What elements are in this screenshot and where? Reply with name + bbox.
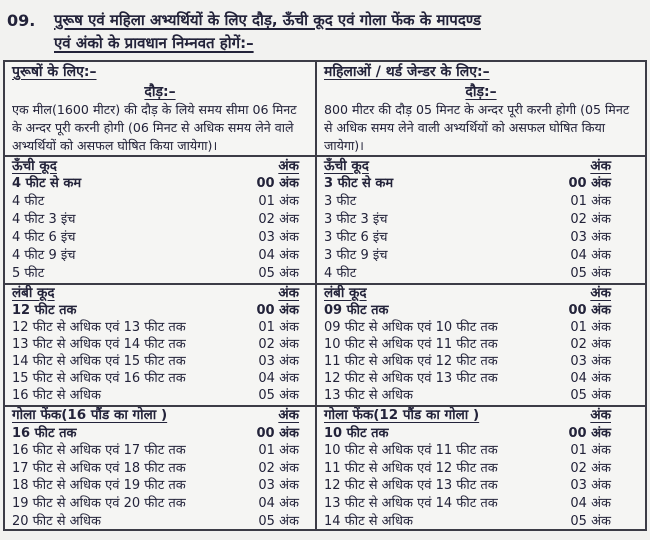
- row-label: 16 फीट तक: [12, 425, 77, 441]
- row-label: 4 फीट 9 इंच: [12, 248, 76, 263]
- table-row: [12, 175, 308, 193]
- row-points: 05 अंक: [258, 388, 299, 403]
- female-high-jump-title: ऊँची कूद: [324, 158, 369, 174]
- female-shot-put-points-header: अंक: [590, 407, 611, 423]
- row-label: 4 फीट 6 इंच: [12, 230, 76, 245]
- row-points: 00 अंक: [568, 176, 611, 191]
- row-points: 04 अंक: [258, 495, 299, 511]
- row-points: 01 अंक: [570, 443, 611, 459]
- row-label: 13 फीट से अधिक: [324, 388, 413, 403]
- table-row: [12, 353, 308, 370]
- female-long-jump-title: लंबी कूद: [324, 285, 367, 301]
- female-shot-put-header-row: [324, 407, 638, 425]
- page-title-line-2: एवं अंको के प्रावधान निम्नवत होगें:–: [54, 34, 254, 52]
- row-points: 02 अंक: [258, 212, 299, 227]
- table-row: [324, 211, 638, 229]
- row-label: 19 फीट से अधिक एवं 20 फीट तक: [12, 495, 186, 511]
- row-label: 09 फीट तक: [324, 303, 389, 318]
- table-row: [12, 247, 308, 265]
- row-points: 05 अंक: [570, 513, 611, 529]
- table-row: [324, 495, 638, 513]
- table-row: [324, 442, 638, 460]
- male-long-jump-section: [5, 285, 315, 407]
- row-label: 14 फीट से अधिक: [324, 513, 413, 529]
- female-race-section: [317, 62, 645, 157]
- table-row: [324, 229, 638, 247]
- male-column: [5, 62, 317, 529]
- table-row: [12, 370, 308, 387]
- female-race-text: 800 मीटर की दौड़ 05 मिनट के अन्दर पूरी करनी होगी (05 मिनट से अधिक समय लेने वाली अभ्यर्थियों को असफल घोषित किया जायेगा)।: [324, 102, 630, 153]
- table-row: [324, 336, 638, 353]
- row-label: 16 फीट से अधिक एवं 17 फीट तक: [12, 443, 186, 459]
- row-label: 11 फीट से अधिक एवं 12 फीट तक: [324, 354, 498, 369]
- table-row: [324, 460, 638, 478]
- row-points: 02 अंक: [258, 337, 299, 352]
- female-long-jump-header-row: [324, 285, 638, 302]
- table-row: [12, 387, 308, 404]
- male-long-jump-points-header: अंक: [278, 285, 299, 301]
- table-row: [12, 302, 308, 319]
- row-label: 4 फीट से कम: [12, 176, 82, 191]
- table-row: [12, 336, 308, 353]
- row-points: 05 अंक: [258, 513, 299, 529]
- row-points: 03 अंक: [570, 478, 611, 494]
- table-row: [324, 319, 638, 336]
- row-points: 05 अंक: [258, 266, 299, 281]
- row-label: 12 फीट तक: [12, 303, 77, 318]
- male-high-jump-points-header: अंक: [278, 158, 299, 174]
- table-row: [324, 302, 638, 319]
- male-shot-put-points-header: अंक: [278, 407, 299, 423]
- row-label: 11 फीट से अधिक एवं 12 फीट तक: [324, 460, 498, 476]
- row-points: 02 अंक: [570, 337, 611, 352]
- row-label: 17 फीट से अधिक एवं 18 फीट तक: [12, 460, 186, 476]
- male-long-jump-title: लंबी कूद: [12, 285, 55, 301]
- row-points: 04 अंक: [258, 248, 299, 263]
- table-row: [324, 175, 638, 193]
- row-label: 3 फीट: [324, 194, 357, 209]
- row-label: 4 फीट: [12, 194, 45, 209]
- row-points: 00 अंक: [568, 425, 611, 441]
- table-row: [324, 265, 638, 283]
- row-points: 01 अंक: [258, 320, 299, 335]
- male-race-section: [5, 62, 315, 157]
- male-shot-put-title: गोला फेंक(16 पौंड का गोला ): [12, 407, 168, 423]
- table-row: [324, 387, 638, 404]
- row-points: 01 अंक: [570, 194, 611, 209]
- female-shot-put-title: गोला फेंक(12 पौंड का गोला ): [324, 407, 480, 423]
- table-row: [12, 211, 308, 229]
- row-points: 03 अंक: [258, 354, 299, 369]
- male-shot-put-header-row: [12, 407, 308, 425]
- row-label: 3 फीट 6 इंच: [324, 230, 388, 245]
- row-label: 3 फीट से कम: [324, 176, 394, 191]
- row-points: 03 अंक: [258, 478, 299, 494]
- table-row: [12, 425, 308, 443]
- row-points: 01 अंक: [258, 443, 299, 459]
- row-points: 02 अंक: [258, 460, 299, 476]
- row-points: 02 अंक: [570, 212, 611, 227]
- row-points: 05 अंक: [570, 388, 611, 403]
- row-label: 16 फीट से अधिक: [12, 388, 101, 403]
- row-points: 00 अंक: [568, 303, 611, 318]
- table-row: [324, 477, 638, 495]
- female-long-jump-section: [317, 285, 645, 407]
- female-race-title-text: दौड़:–: [465, 84, 497, 100]
- row-label: 10 फीट से अधिक एवं 11 फीट तक: [324, 443, 498, 459]
- male-high-jump-title: ऊँची कूद: [12, 158, 57, 174]
- table-row: [12, 495, 308, 513]
- row-label: 12 फीट से अधिक एवं 13 फीट तक: [324, 371, 498, 386]
- table-row: [324, 513, 638, 529]
- male-race-title: [12, 83, 308, 101]
- male-column-heading: पुरूषों के लिए:–: [12, 64, 97, 80]
- row-points: 03 अंक: [570, 230, 611, 245]
- male-high-jump-section: [5, 157, 315, 285]
- female-high-jump-points-header: अंक: [590, 158, 611, 174]
- table-row: [324, 370, 638, 387]
- table-row: [324, 353, 638, 370]
- female-high-jump-section: [317, 157, 645, 285]
- row-points: 01 अंक: [570, 320, 611, 335]
- female-column-heading: महिलाओं / थर्ड जेन्डर के लिए:–: [324, 64, 490, 80]
- row-points: 03 अंक: [258, 230, 299, 245]
- table-row: [12, 460, 308, 478]
- row-points: 00 अंक: [256, 425, 299, 441]
- row-points: 04 अंक: [570, 248, 611, 263]
- table-row: [324, 247, 638, 265]
- row-label: 4 फीट 3 इंच: [12, 212, 76, 227]
- row-points: 04 अंक: [570, 371, 611, 386]
- female-race-title: [324, 83, 638, 101]
- row-label: 15 फीट से अधिक एवं 16 फीट तक: [12, 371, 186, 386]
- page-title: [54, 9, 481, 55]
- row-points: 01 अंक: [258, 194, 299, 209]
- row-label: 4 फीट: [324, 266, 357, 281]
- row-label: 14 फीट से अधिक एवं 15 फीट तक: [12, 354, 186, 369]
- item-number: 09.: [7, 11, 36, 30]
- table-row: [12, 442, 308, 460]
- table-row: [324, 425, 638, 443]
- table-row: [12, 229, 308, 247]
- row-label: 10 फीट से अधिक एवं 11 फीट तक: [324, 337, 498, 352]
- row-label: 12 फीट से अधिक एवं 13 फीट तक: [12, 320, 186, 335]
- row-points: 05 अंक: [570, 266, 611, 281]
- row-label: 3 फीट 9 इंच: [324, 248, 388, 263]
- row-label: 09 फीट से अधिक एवं 10 फीट तक: [324, 320, 498, 335]
- row-points: 03 अंक: [570, 354, 611, 369]
- standards-table: [3, 60, 647, 531]
- table-row: [12, 477, 308, 495]
- row-label: 20 फीट से अधिक: [12, 513, 101, 529]
- row-label: 12 फीट से अधिक एवं 13 फीट तक: [324, 478, 498, 494]
- page-heading: [0, 0, 650, 55]
- row-label: 3 फीट 3 इंच: [324, 212, 388, 227]
- female-column: [317, 62, 645, 529]
- table-row: [12, 319, 308, 336]
- male-race-title-text: दौड़:–: [144, 84, 176, 100]
- female-long-jump-points-header: अंक: [590, 285, 611, 301]
- row-points: 00 अंक: [256, 303, 299, 318]
- table-row: [12, 265, 308, 283]
- male-shot-put-section: [5, 407, 315, 529]
- row-points: 04 अंक: [258, 371, 299, 386]
- row-label: 10 फीट तक: [324, 425, 389, 441]
- page-title-line-1: पुरूष एवं महिला अभ्यर्थियों के लिए दौड़, ऊँची कूद एवं गोला फेंक के मापदण्ड: [54, 11, 481, 29]
- row-label: 5 फीट: [12, 266, 45, 281]
- female-shot-put-section: [317, 407, 645, 529]
- row-points: 02 अंक: [570, 460, 611, 476]
- table-row: [12, 193, 308, 211]
- female-high-jump-header-row: [324, 157, 638, 175]
- male-race-text: एक मील(1600 मीटर) की दौड़ के लिये समय सीमा 06 मिनट के अन्दर पूरी करनी होगी (06 मिनट से अधिक समय लेने वाले अभ्यर्थियों को असफल घोषित किया जायेगा)।: [12, 102, 297, 153]
- row-points: 04 अंक: [570, 495, 611, 511]
- row-label: 13 फीट से अधिक एवं 14 फीट तक: [324, 495, 498, 511]
- table-row: [12, 513, 308, 529]
- male-long-jump-header-row: [12, 285, 308, 302]
- row-label: 13 फीट से अधिक एवं 14 फीट तक: [12, 337, 186, 352]
- table-row: [324, 193, 638, 211]
- row-label: 18 फीट से अधिक एवं 19 फीट तक: [12, 478, 186, 494]
- male-high-jump-header-row: [12, 157, 308, 175]
- row-points: 00 अंक: [256, 176, 299, 191]
